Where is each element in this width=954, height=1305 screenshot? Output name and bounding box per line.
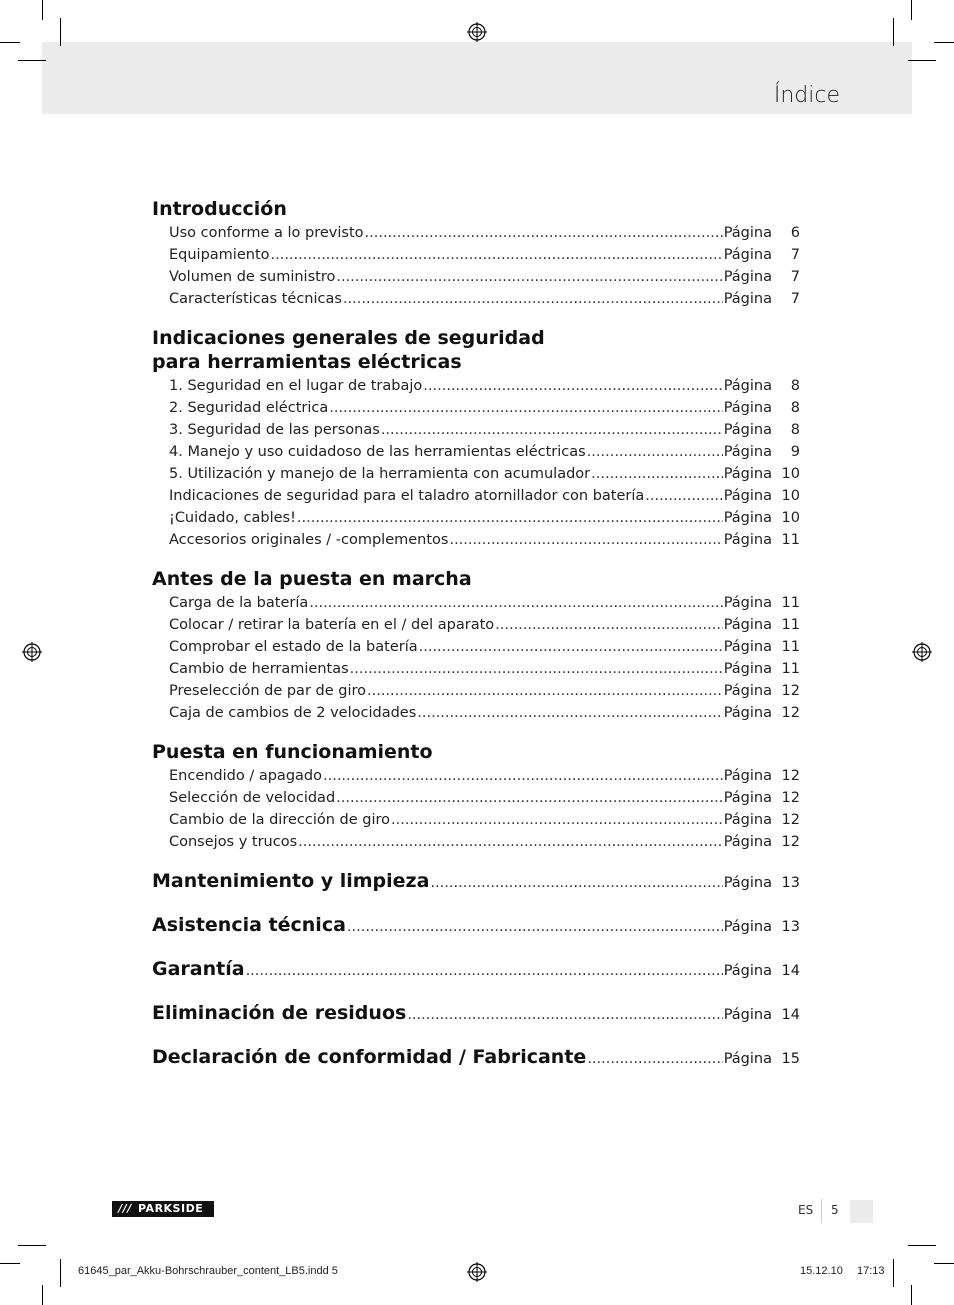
toc-entry[interactable] [152,831,800,853]
section-title: Introducción [152,198,287,220]
toc-entry[interactable] [152,485,800,507]
entry-label: Caja de cambios de 2 velocidades [169,705,417,721]
page-word: Página [723,291,772,307]
dot-leader [587,441,723,463]
dot-leader [246,963,723,979]
page-word: Página [723,422,772,438]
toc-entry[interactable] [152,787,800,809]
entry-label: Consejos y trucos [169,834,298,850]
toc-entry[interactable] [152,288,800,310]
toc-entry[interactable] [152,614,800,636]
toc-entry[interactable] [152,419,800,441]
page-word: Página [723,466,772,482]
dot-leader [329,397,722,419]
dot-leader [391,809,723,831]
page-number: 8 [790,422,800,438]
page-word: Página [723,225,772,241]
page-word: Página [723,875,772,891]
dot-leader [423,375,722,397]
toc-entry[interactable] [152,765,800,787]
toc-section-introduccion [152,198,800,310]
page-number: 11 [781,532,800,548]
page-word: Página [723,661,772,677]
crop-mark [893,1259,894,1287]
page-word: Página [723,1007,772,1023]
page-word: Página [723,834,772,850]
toc-section-puesta-en-funcionamiento [152,741,800,853]
page-number: 7 [790,247,800,263]
logo-text: PARKSIDE [138,1202,204,1215]
registration-mark-icon [467,1262,487,1282]
main-entry-label: Declaración de conformidad / Fabricante [152,1046,587,1068]
dot-leader [430,875,722,891]
page-number: 12 [781,834,800,850]
page-number: 6 [790,225,800,241]
dot-leader [419,636,723,658]
entry-label: Indicaciones de seguridad para el taladro atornillador con batería [169,488,645,504]
crop-mark [908,60,936,61]
page-number: 12 [781,683,800,699]
crop-mark [18,1245,46,1246]
entry-label: Preselección de par de giro [169,683,366,699]
toc-entry[interactable] [152,463,800,485]
page-number: 12 [781,768,800,784]
page-number: 12 [781,812,800,828]
page-word: Página [723,532,772,548]
toc-main-entry[interactable] [152,1046,800,1090]
entry-label: Encendido / apagado [169,768,322,784]
language-code: ES [798,1203,814,1217]
toc-entry[interactable] [152,222,800,244]
crop-mark [42,1285,43,1305]
crop-mark [0,1263,20,1264]
entry-label: 5. Utilización y manejo de la herramienta con acumulador [169,466,591,482]
slug-date: 15.12.10 [800,1265,843,1277]
crop-mark [0,42,20,43]
footer-divider [821,1199,822,1223]
footer-tab [850,1200,873,1223]
toc-entry[interactable] [152,244,800,266]
toc-entry[interactable] [152,529,800,551]
entry-label: Volumen de suministro [169,269,336,285]
entry-label: Selección de velocidad [169,790,336,806]
crop-mark [934,1263,954,1264]
crop-mark [893,18,894,46]
page-word: Página [723,919,772,935]
crop-mark [908,1245,936,1246]
logo-slashes: /// [118,1202,132,1215]
dot-leader [367,680,723,702]
page-word: Página [723,488,772,504]
page-number: 11 [781,595,800,611]
dot-leader [347,919,723,935]
dot-leader [587,1051,722,1067]
page-word: Página [723,963,772,979]
page-number: 15 [781,1051,800,1067]
dot-leader [271,244,723,266]
page-number: 14 [781,963,800,979]
entry-label: 3. Seguridad de las personas [169,422,380,438]
toc-section-antes-puesta-en-marcha [152,568,800,724]
crop-mark [60,1259,61,1287]
dot-leader [343,288,723,310]
page-word: Página [723,790,772,806]
toc-entry[interactable] [152,702,800,724]
page-word: Página [723,510,772,526]
page-word: Página [723,812,772,828]
page-number: 7 [790,291,800,307]
dot-leader [336,266,722,288]
page-number: 13 [781,919,800,935]
page-number: 12 [781,790,800,806]
toc-entry[interactable] [152,809,800,831]
toc-entry[interactable] [152,507,800,529]
page-number: 8 [790,400,800,416]
entry-label: ¡Cuidado, cables! [169,510,296,526]
registration-mark-icon [467,22,487,42]
entry-label: Colocar / retirar la batería en el / del aparato [169,617,495,633]
brand-logo [112,1201,214,1217]
dot-leader [645,485,722,507]
page-number: 11 [781,617,800,633]
registration-mark-icon [912,642,932,662]
dot-leader [298,831,723,853]
crop-mark [60,18,61,46]
page-number: 11 [781,661,800,677]
main-entry-label: Garantía [152,958,245,980]
crop-mark [42,0,43,20]
page-word: Página [723,705,772,721]
slug-time: 17:13 [857,1265,885,1277]
entry-label: Carga de la batería [169,595,309,611]
dot-leader [591,463,723,485]
page-word: Página [723,595,772,611]
page-title: Índice [773,83,840,108]
toc-entry[interactable] [152,397,800,419]
page-number: 9 [790,444,800,460]
page-number: 10 [781,466,800,482]
entry-label: Cambio de la dirección de giro [169,812,391,828]
section-title: Indicaciones generales de seguridad [152,327,545,349]
entry-label: Características técnicas [169,291,342,307]
toc-entry[interactable] [152,658,800,680]
page-word: Página [723,768,772,784]
entry-label: Comprobar el estado de la batería [169,639,418,655]
dot-leader [407,1007,722,1023]
registration-mark-icon [22,642,42,662]
dot-leader [297,507,723,529]
section-title: Puesta en funcionamiento [152,741,433,763]
crop-mark [18,60,46,61]
toc-section-seguridad [152,327,800,551]
page-word: Página [723,247,772,263]
toc-main-entry[interactable] [152,914,800,958]
dot-leader [381,419,723,441]
main-entry-label: Asistencia técnica [152,914,346,936]
toc-main-entry[interactable] [152,958,800,1002]
dot-leader [309,592,722,614]
page-word: Página [723,683,772,699]
entry-label: Cambio de herramientas [169,661,349,677]
page-number: 7 [790,269,800,285]
dot-leader [495,614,723,636]
slug-filename: 61645_par_Akku-Bohrschrauber_content_LB5.indd 5 [78,1265,338,1277]
main-entry-label: Mantenimiento y limpieza [152,870,430,892]
dot-leader [336,787,723,809]
dot-leader [449,529,722,551]
page-number: 13 [781,875,800,891]
page-word: Página [723,269,772,285]
toc-entry[interactable] [152,636,800,658]
section-title-line2: para herramientas eléctricas [152,351,462,373]
page-word: Página [723,617,772,633]
footer-page-number: 5 [831,1203,839,1217]
page-word: Página [723,400,772,416]
dot-leader [417,702,722,724]
toc-entry[interactable] [152,680,800,702]
entry-label: Accesorios originales / -complementos [169,532,449,548]
toc-main-entry[interactable] [152,870,800,914]
toc-main-entry[interactable] [152,1002,800,1046]
page-word: Página [723,639,772,655]
dot-leader [323,765,723,787]
crop-mark [911,1285,912,1305]
entry-label: Uso conforme a lo previsto [169,225,364,241]
page-number: 8 [790,378,800,394]
toc-entry[interactable] [152,592,800,614]
dot-leader [365,222,723,244]
page-word: Página [723,378,772,394]
entry-label: 2. Seguridad eléctrica [169,400,329,416]
toc-entry[interactable] [152,375,800,397]
page-word: Página [723,444,772,460]
toc-entry[interactable] [152,441,800,463]
page-word: Página [723,1051,772,1067]
crop-mark [934,42,954,43]
table-of-contents [152,198,800,1090]
dot-leader [350,658,723,680]
entry-label: 4. Manejo y uso cuidadoso de las herramientas eléctricas [169,444,586,460]
page-number: 14 [781,1007,800,1023]
page-number: 12 [781,705,800,721]
page-number: 10 [781,510,800,526]
main-entry-label: Eliminación de residuos [152,1002,407,1024]
entry-label: 1. Seguridad en el lugar de trabajo [169,378,423,394]
crop-mark [911,0,912,20]
page-number: 11 [781,639,800,655]
section-title: Antes de la puesta en marcha [152,568,472,590]
page-number: 10 [781,488,800,504]
entry-label: Equipamiento [169,247,270,263]
toc-entry[interactable] [152,266,800,288]
